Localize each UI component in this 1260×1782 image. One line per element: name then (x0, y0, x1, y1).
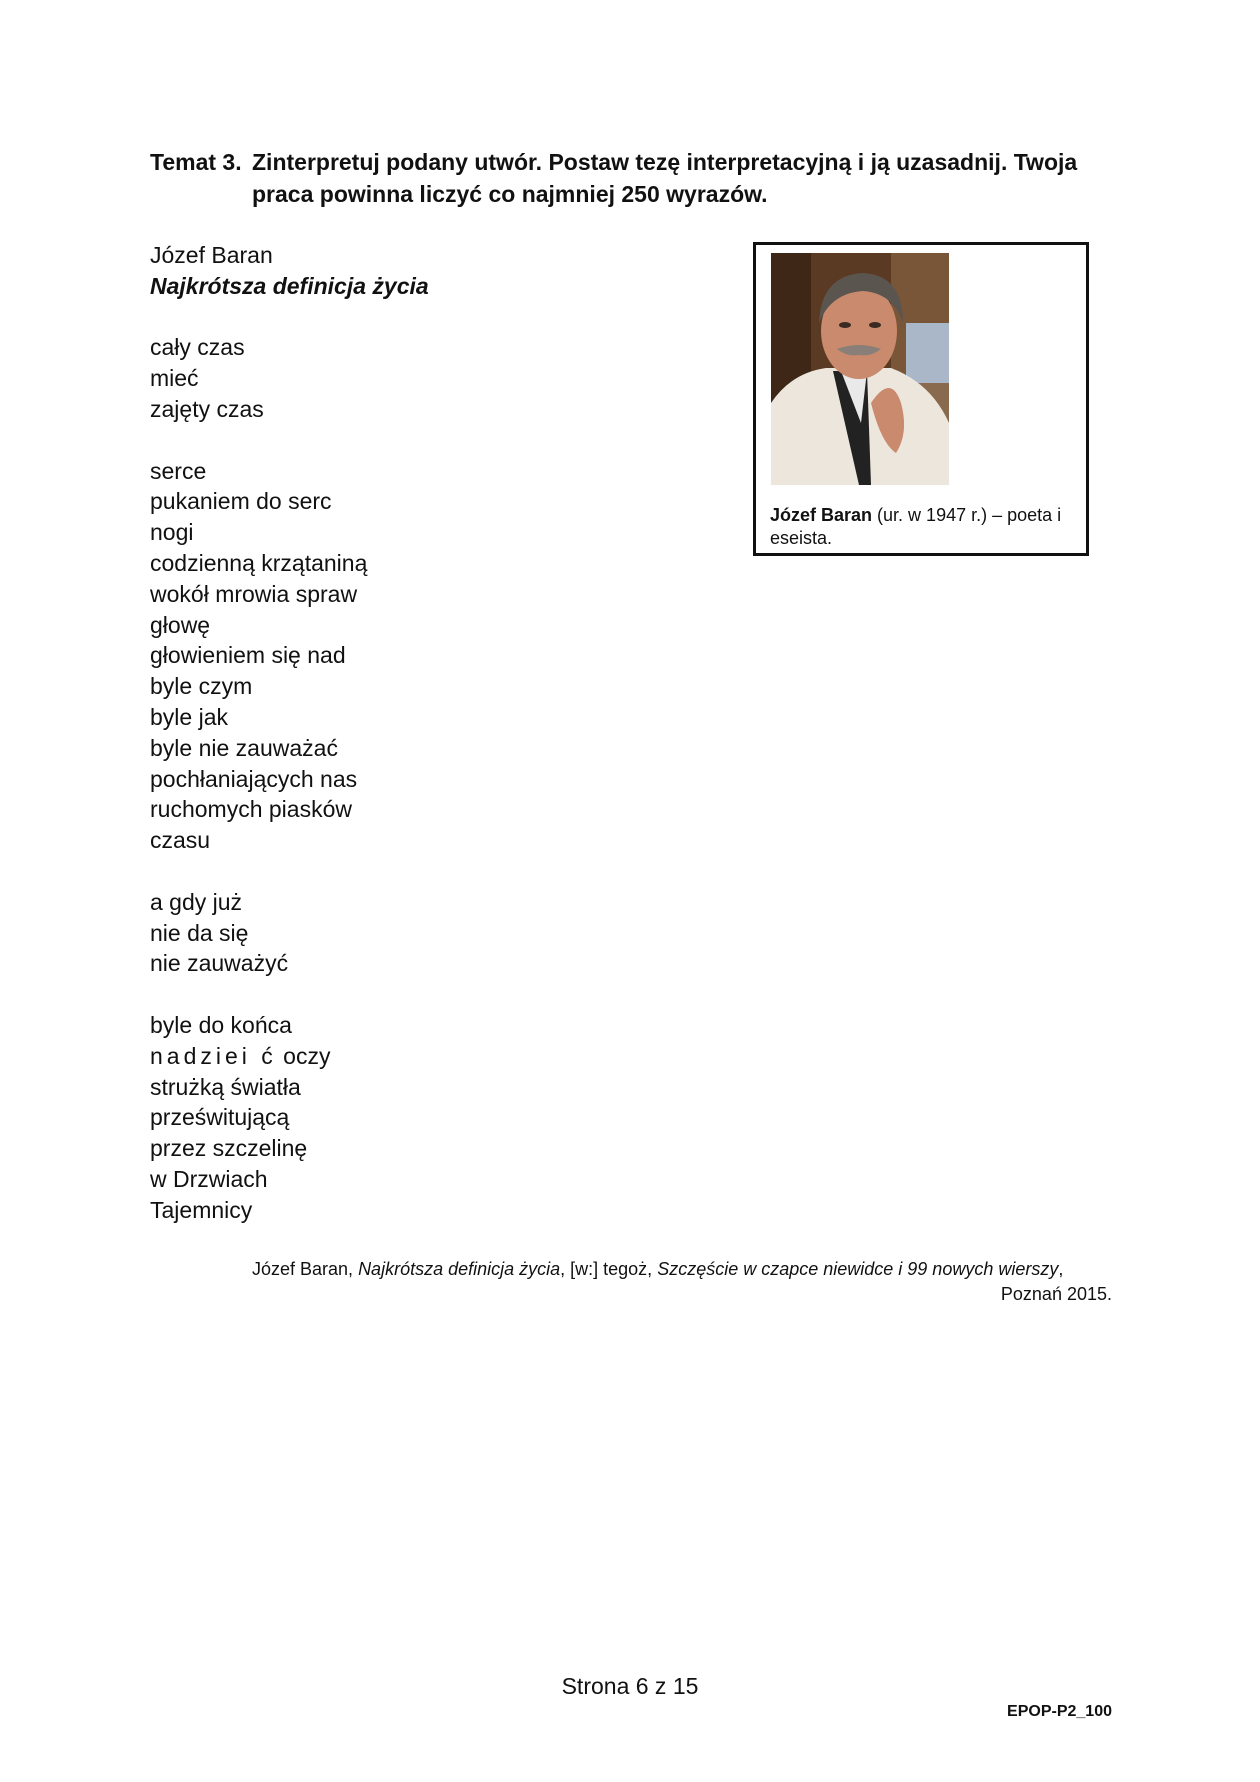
poem-line: czasu (150, 827, 211, 854)
stanza-4 (150, 1010, 429, 1226)
source-title: Najkrótsza definicja życia (358, 1259, 561, 1279)
poem-line: a gdy już (150, 888, 243, 915)
stanza-2 (150, 456, 429, 856)
task-line-2: praca powinna liczyć co najmniej 250 wyrazów. (252, 181, 768, 207)
poem-line: wokół mrowia spraw (150, 580, 358, 607)
poem-line: nie da się (150, 919, 249, 946)
portrait-illustration (771, 253, 949, 485)
stanza-3 (150, 887, 429, 979)
poem-line: głowieniem się nad (150, 642, 346, 669)
poem-line: byle do końca (150, 1011, 292, 1038)
poem-author: Józef Baran (150, 242, 273, 268)
task-line-1: Temat 3. Zinterpretuj podany utwór. Postaw tezę interpretacyjną i ją uzasadnij. Twoja (150, 146, 1110, 178)
poem-line: nogi (150, 519, 194, 546)
source-line-1: Józef Baran, Najkrótsza definicja życia, [w:] tegoż, Szczęście w czapce niewidce i 99 nowych wierszy, (252, 1259, 1064, 1279)
poem-line: byle czym (150, 673, 253, 700)
poem-line: nadziei ć oczy (150, 1042, 331, 1069)
source-book: Szczęście w czapce niewidce i 99 nowych wierszy (657, 1259, 1059, 1279)
photo-caption: Józef Baran (ur. w 1947 r.) – poeta i eseista. (770, 505, 1062, 548)
poem-line: codzienną krzątaniną (150, 549, 368, 576)
task-label: Temat 3. (150, 149, 242, 175)
poem-line: byle jak (150, 703, 228, 730)
poem-line: mieć (150, 365, 199, 392)
author-photo (771, 253, 949, 485)
poem-line: głowę (150, 611, 211, 638)
exam-code: EPOP-P2_100 (1007, 1703, 1112, 1720)
poem-line: pukaniem do serc (150, 488, 332, 515)
spaced-word: nadziei ć (150, 1042, 277, 1069)
poem-line: przez szczelinę (150, 1135, 308, 1162)
source-line-2: Poznań 2015. (1000, 1284, 1112, 1304)
poem-line: zajęty czas (150, 395, 264, 422)
source-citation (150, 1257, 1112, 1307)
poem-line: serce (150, 457, 207, 484)
poem (150, 240, 429, 1226)
poem-line: strużką światła (150, 1073, 301, 1100)
poem-line: prześwitującą (150, 1104, 290, 1131)
poem-line: Tajemnicy (150, 1196, 253, 1223)
poem-line: nie zauważyć (150, 950, 289, 977)
stanza-1 (150, 332, 429, 424)
poem-line: ruchomych piasków (150, 796, 352, 823)
page-number: Strona 6 z 15 (561, 1673, 699, 1699)
poem-line: byle nie zauważać (150, 734, 338, 761)
poem-line: w Drzwiach (150, 1165, 268, 1192)
author-photo-box (753, 242, 1089, 556)
poem-line: cały czas (150, 334, 245, 361)
poem-title: Najkrótsza definicja życia (150, 272, 429, 299)
caption-name: Józef Baran (770, 505, 873, 525)
poem-line: pochłaniających nas (150, 765, 358, 792)
task-instruction (150, 146, 1110, 210)
